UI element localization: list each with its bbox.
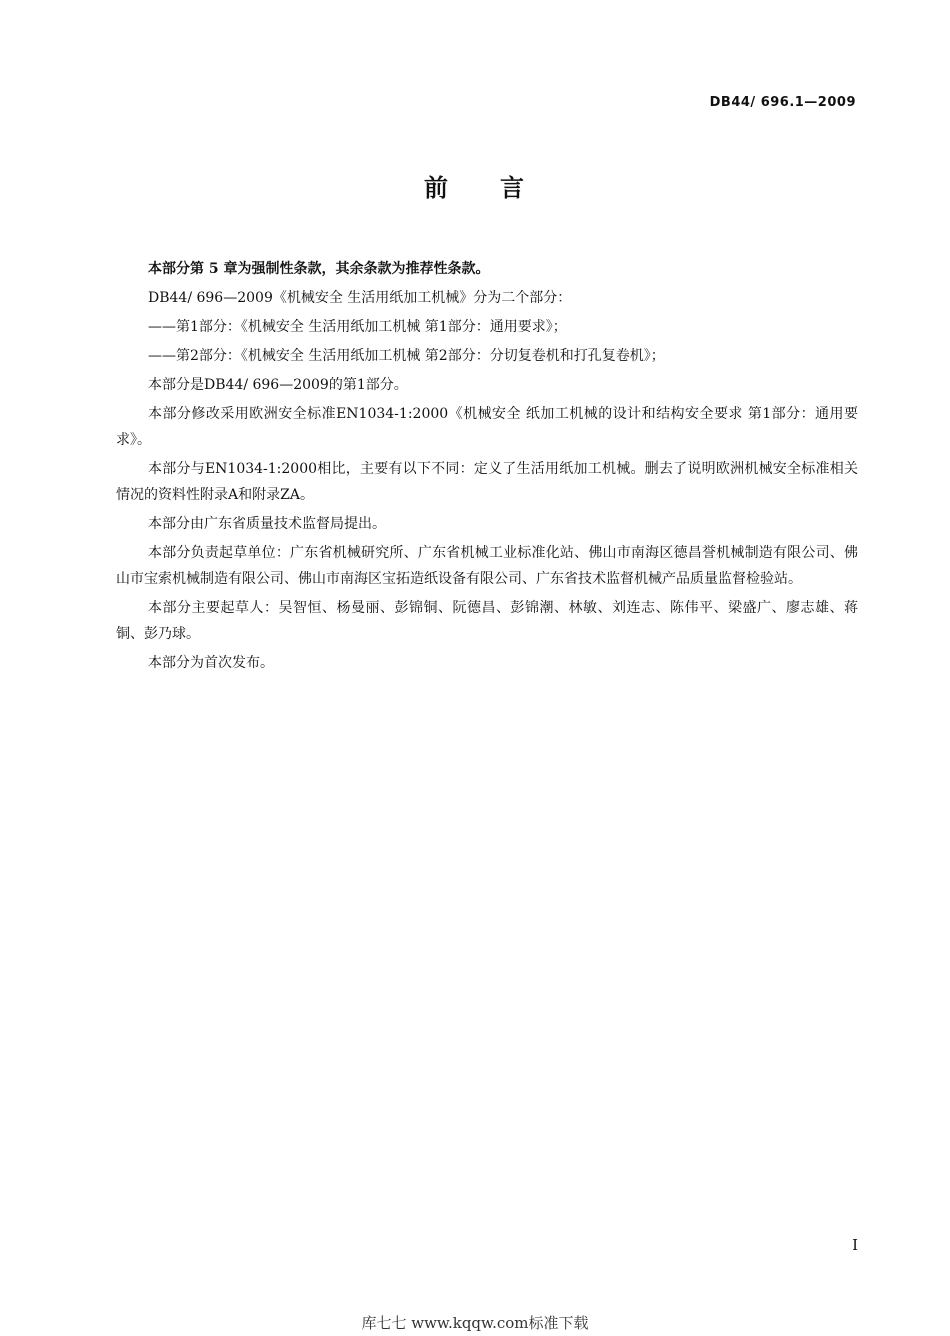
- mandatory-clause-paragraph: 本部分第 5 章为强制性条款，其余条款为推荐性条款。: [148, 261, 490, 277]
- part-1-item: ——第1部分：《机械安全 生活用纸加工机械 第1部分：通用要求》；: [148, 319, 567, 335]
- title-char-1: 前: [424, 174, 450, 202]
- preface-body: [116, 256, 858, 679]
- part-scope-paragraph: 本部分是DB44/ 696—2009的第1部分。: [148, 377, 408, 393]
- page-number: I: [852, 1236, 858, 1254]
- proposer-paragraph: 本部分由广东省质量技术监督局提出。: [148, 516, 386, 532]
- first-release-paragraph: 本部分为首次发布。: [148, 655, 274, 671]
- parts-intro-paragraph: DB44/ 696—2009《机械安全 生活用纸加工机械》分为二个部分：: [148, 290, 572, 306]
- drafters-paragraph: 本部分主要起草人：吴智恒、杨曼丽、彭锦铜、阮德昌、彭锦潮、林敏、刘连志、陈伟平、梁盛广、廖志雄、蒋铜、彭乃球。: [116, 600, 858, 642]
- page-title: [0, 168, 950, 203]
- site-watermark: 库七七 www.kqqw.com标准下载: [361, 1314, 589, 1332]
- title-char-2: 言: [500, 174, 526, 202]
- differences-paragraph: 本部分与EN1034-1:2000相比，主要有以下不同：定义了生活用纸加工机械。删去了说明欧洲机械安全标准相关情况的资料性附录A和附录ZA。: [116, 461, 858, 503]
- adoption-paragraph: 本部分修改采用欧洲安全标准EN1034-1:2000《机械安全 纸加工机械的设计和结构安全要求 第1部分：通用要求》。: [116, 406, 858, 448]
- part-2-item: ——第2部分：《机械安全 生活用纸加工机械 第2部分：分切复卷机和打孔复卷机》；: [148, 348, 665, 364]
- document-number: DB44/ 696.1—2009: [709, 95, 856, 110]
- drafting-units-paragraph: 本部分负责起草单位：广东省机械研究所、广东省机械工业标准化站、佛山市南海区德昌誉机械制造有限公司、佛山市宝索机械制造有限公司、佛山市南海区宝拓造纸设备有限公司、广东省技术监督机械产品质量监督检验站。: [116, 545, 858, 587]
